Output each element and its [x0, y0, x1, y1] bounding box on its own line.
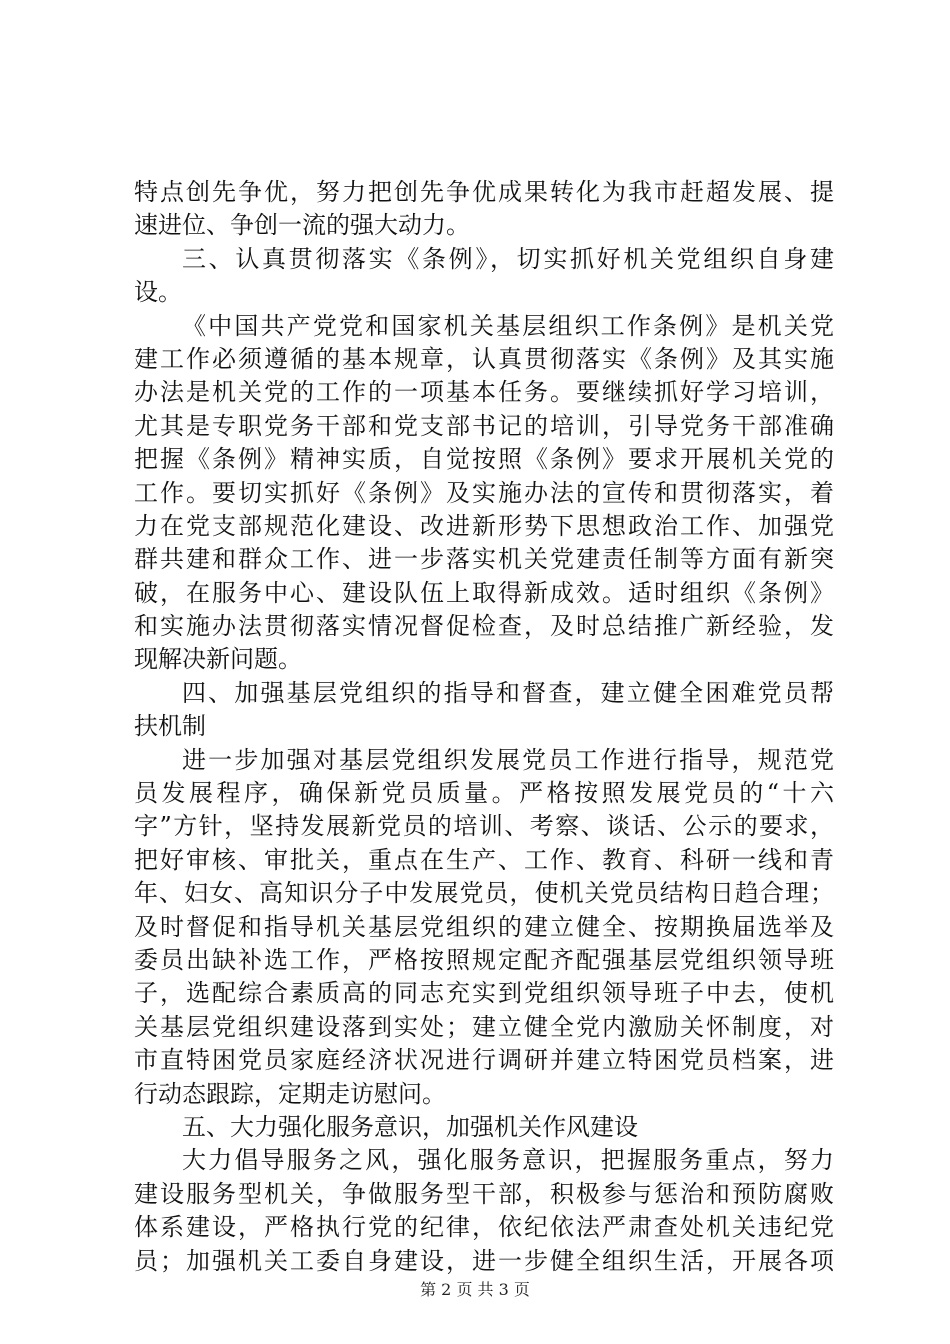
text-line: 员发展程序，确保新党员质量。严格按照发展党员的“十六 [134, 779, 834, 808]
text-line: 把好审核、审批关，重点在生产、工作、教育、科研一线和青 [134, 845, 834, 874]
text-line: 关基层党组织建设落到实处；建立健全党内激励关怀制度，对 [134, 1012, 834, 1041]
text-line: 扶机制 [134, 712, 206, 741]
text-line: 现解决新问题。 [134, 645, 302, 674]
text-line: 力在党支部规范化建设、改进新形势下思想政治工作、加强党 [134, 511, 834, 540]
text-line: 三、认真贯彻落实《条例》，切实抓好机关党组织自身建 [182, 244, 834, 273]
text-line: 速进位、争创一流的强大动力。 [134, 211, 470, 240]
text-line: 五、大力强化服务意识，加强机关作风建设 [182, 1112, 638, 1141]
text-line: 尤其是专职党务干部和党支部书记的培训，引导党务干部准确 [134, 411, 834, 440]
text-line: 建设服务型机关，争做服务型干部，积极参与惩治和预防腐败 [134, 1179, 834, 1208]
text-line: 设。 [134, 278, 182, 307]
text-line: 体系建设，严格执行党的纪律，依纪依法严肃查处机关违纪党 [134, 1213, 834, 1242]
text-line: 四、加强基层党组织的指导和督查，建立健全困难党员帮 [182, 678, 834, 707]
text-line: 和实施办法贯彻落实情况督促检查，及时总结推广新经验，发 [134, 612, 834, 641]
text-line: 《中国共产党党和国家机关基层组织工作条例》是机关党 [182, 311, 834, 340]
text-line: 群共建和群众工作、进一步落实机关党建责任制等方面有新突 [134, 545, 834, 574]
text-line: 行动态跟踪，定期走访慰问。 [134, 1079, 446, 1108]
text-line: 及时督促和指导机关基层党组织的建立健全、按期换届选举及 [134, 912, 834, 941]
text-line: 工作。要切实抓好《条例》及实施办法的宣传和贯彻落实，着 [134, 478, 834, 507]
text-line: 子，选配综合素质高的同志充实到党组织领导班子中去，使机 [134, 979, 834, 1008]
text-line: 特点创先争优，努力把创先争优成果转化为我市赶超发展、提 [134, 178, 834, 206]
text-line: 破，在服务中心、建设队伍上取得新成效。适时组织《条例》 [134, 578, 834, 607]
text-line: 委员出缺补选工作，严格按照规定配齐配强基层党组织领导班 [134, 945, 834, 974]
text-line: 进一步加强对基层党组织发展党员工作进行指导，规范党 [182, 745, 834, 774]
text-line: 建工作必须遵循的基本规章，认真贯彻落实《条例》及其实施 [134, 344, 834, 373]
text-line: 办法是机关党的工作的一项基本任务。要继续抓好学习培训， [134, 378, 834, 407]
text-line: 员；加强机关工委自身建设，进一步健全组织生活，开展各项 [134, 1246, 834, 1275]
text-line: 市直特困党员家庭经济状况进行调研并建立特困党员档案，进 [134, 1046, 834, 1075]
text-line: 把握《条例》精神实质，自觉按照《条例》要求开展机关党的 [134, 445, 834, 474]
page-footer: 第 2 页 共 3 页 [420, 1280, 530, 1299]
text-line: 大力倡导服务之风，强化服务意识，把握服务重点，努力 [182, 1146, 834, 1175]
document-body [134, 176, 834, 1278]
text-line: 年、妇女、高知识分子中发展党员，使机关党员结构日趋合理； [134, 879, 834, 908]
text-line: 字”方针，坚持发展新党员的培训、考察、谈话、公示的要求， [134, 812, 834, 841]
